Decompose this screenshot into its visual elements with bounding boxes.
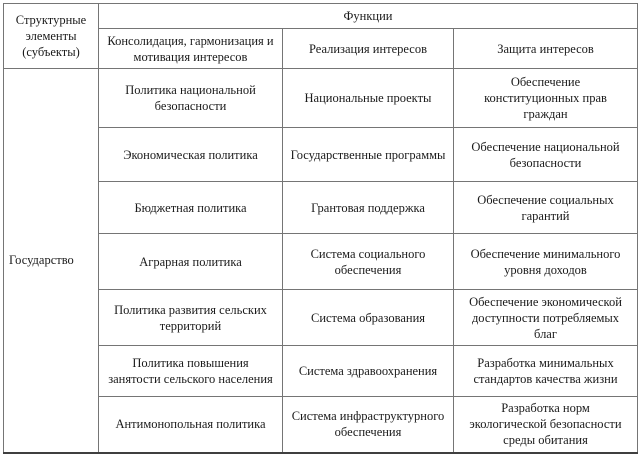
consolidation-cell: Политика национальной безопасности bbox=[99, 69, 283, 128]
consolidation-cell: Аграрная политика bbox=[99, 234, 283, 290]
protection-cell: Обеспечение национальной безопасности bbox=[454, 128, 638, 182]
protection-cell: Обеспечение минимального уровня доходов bbox=[454, 234, 638, 290]
consolidation-cell: Политика развития сельских территорий bbox=[99, 290, 283, 346]
protection-cell: Обеспечение экономической доступности потребляемых благ bbox=[454, 290, 638, 346]
realization-cell: Государственные программы bbox=[283, 128, 454, 182]
realization-cell: Национальные проекты bbox=[283, 69, 454, 128]
protection-cell: Разработка норм экологической безопасности среды обитания bbox=[454, 397, 638, 453]
table-row bbox=[4, 234, 638, 290]
table-header-row-1 bbox=[4, 4, 638, 29]
realization-cell: Система здравоохранения bbox=[283, 346, 454, 397]
protection-cell: Разработка минимальных стандартов качества жизни bbox=[454, 346, 638, 397]
protection-cell: Обеспечение социальных гарантий bbox=[454, 182, 638, 234]
subjects-header-cell: Структурные элементы (субъекты) bbox=[4, 4, 99, 69]
consolidation-cell: Бюджетная политика bbox=[99, 182, 283, 234]
realization-cell: Система социального обеспечения bbox=[283, 234, 454, 290]
realization-cell: Система инфраструктурного обеспечения bbox=[283, 397, 454, 453]
subject-cell: Государство bbox=[4, 69, 99, 453]
consolidation-cell: Антимонопольная политика bbox=[99, 397, 283, 453]
function-column-header-protection: Защита интересов bbox=[454, 29, 638, 69]
functions-header-cell: Функции bbox=[99, 4, 638, 29]
function-column-header-consolidation: Консолидация, гармонизация и мотивация интересов bbox=[99, 29, 283, 69]
table-row bbox=[4, 182, 638, 234]
table-row bbox=[4, 397, 638, 453]
realization-cell: Грантовая поддержка bbox=[283, 182, 454, 234]
consolidation-cell: Политика повышения занятости сельского населения bbox=[99, 346, 283, 397]
functions-matrix-table bbox=[3, 3, 638, 454]
table-header-row-2 bbox=[4, 29, 638, 69]
function-column-header-realization: Реализация интересов bbox=[283, 29, 454, 69]
consolidation-cell: Экономическая политика bbox=[99, 128, 283, 182]
table-row bbox=[4, 290, 638, 346]
protection-cell: Обеспечение конституционных прав граждан bbox=[454, 69, 638, 128]
table-row bbox=[4, 69, 638, 128]
table-row bbox=[4, 346, 638, 397]
table-row bbox=[4, 128, 638, 182]
realization-cell: Система образования bbox=[283, 290, 454, 346]
